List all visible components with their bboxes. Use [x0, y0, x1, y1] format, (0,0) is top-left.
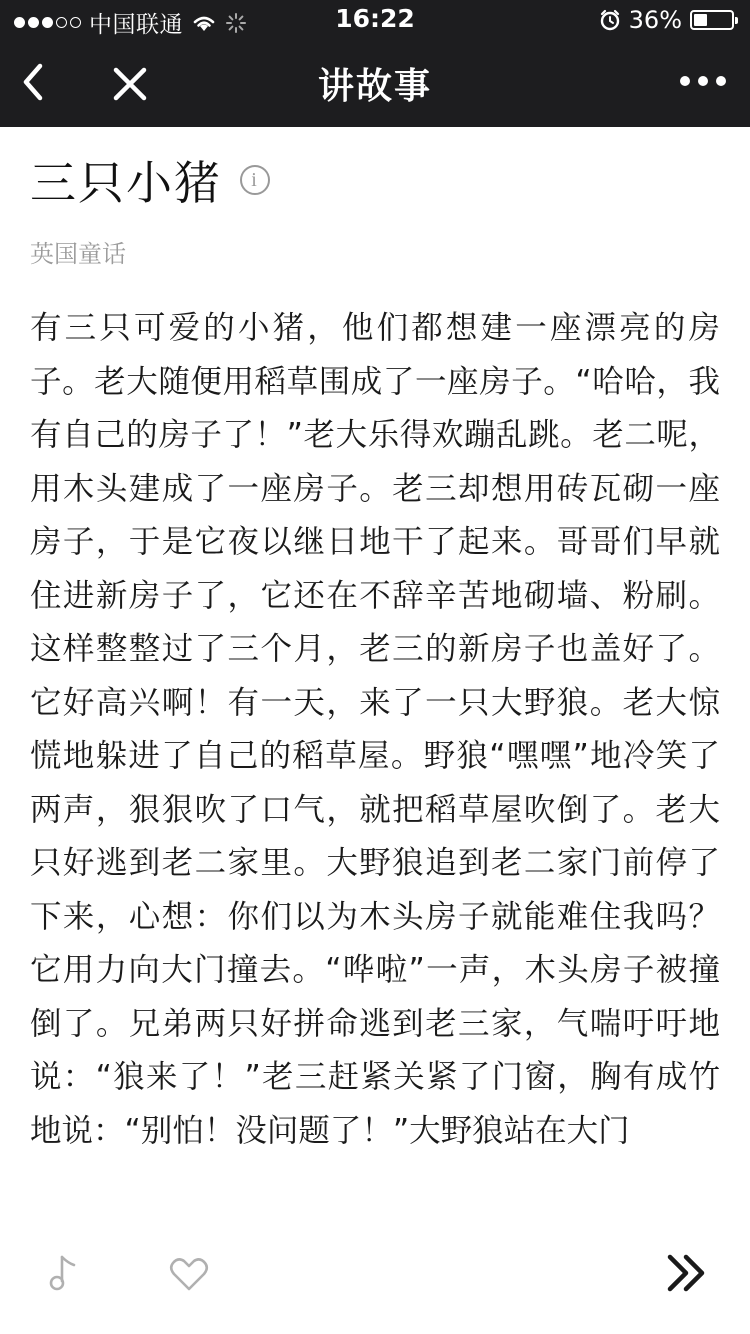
more-icon[interactable] [680, 76, 726, 86]
story-title-row [30, 147, 270, 213]
more-dot [680, 76, 690, 86]
story-body: 有三只可爱的小猪，他们都想建一座漂亮的房子。老大随便用稻草围成了一座房子。“哈哈，我有自己的房子了！”老大乐得欢蹦乱跳。老二呢，用木头建成了一座房子。老三却想用砖瓦砌一座房子，于是它夜以继日地干了起来。哥哥们早就住进新房子了，它还在不辞辛苦地砌墙、粉刷。这样整整过了三个月，老三的新房子也盖好了。它好高兴啊！有一天，来了一只大野狼。老大惊慌地躲进了自己的稻草屋。野狼“嘿嘿”地冷笑了两声，狠狠吹了口气，就把稻草屋吹倒了。老大只好逃到老二家里。大野狼追到老二家门前停了下来，心想：你们以为木头房子就能难住我吗？它用力向大门撞去。“哗啦”一声，木头房子被撞倒了。兄弟两只好拼命逃到老三家，气喘吁吁地说：“狼来了！”老三赶紧关紧了门窗，胸有成竹地说：“别怕！没问题了！”大野狼站在大门 [30, 310, 720, 1149]
more-dot [716, 76, 726, 86]
more-dot [698, 76, 708, 86]
battery-level [694, 14, 707, 26]
top-bar [0, 0, 750, 127]
status-bar [0, 0, 750, 40]
navigation-bar [0, 40, 750, 127]
page-title: 讲故事 [317, 66, 432, 107]
carrier-name: 中国联通 [89, 12, 183, 38]
status-time: 16:22 [335, 4, 415, 33]
alarm-clock-icon [599, 9, 621, 31]
info-icon[interactable]: i [240, 165, 270, 195]
battery-percent: 36% [628, 6, 682, 34]
status-right [599, 6, 734, 34]
music-note-icon[interactable] [46, 1253, 80, 1293]
heart-icon[interactable] [168, 1255, 210, 1293]
bottom-toolbar [0, 1207, 750, 1334]
story-title: 三只小猪 [30, 156, 222, 210]
battery-icon [690, 10, 734, 30]
story-content[interactable] [0, 127, 750, 1207]
double-chevron-right-icon[interactable] [666, 1253, 710, 1293]
story-subtitle: 英国童话 [30, 240, 126, 268]
